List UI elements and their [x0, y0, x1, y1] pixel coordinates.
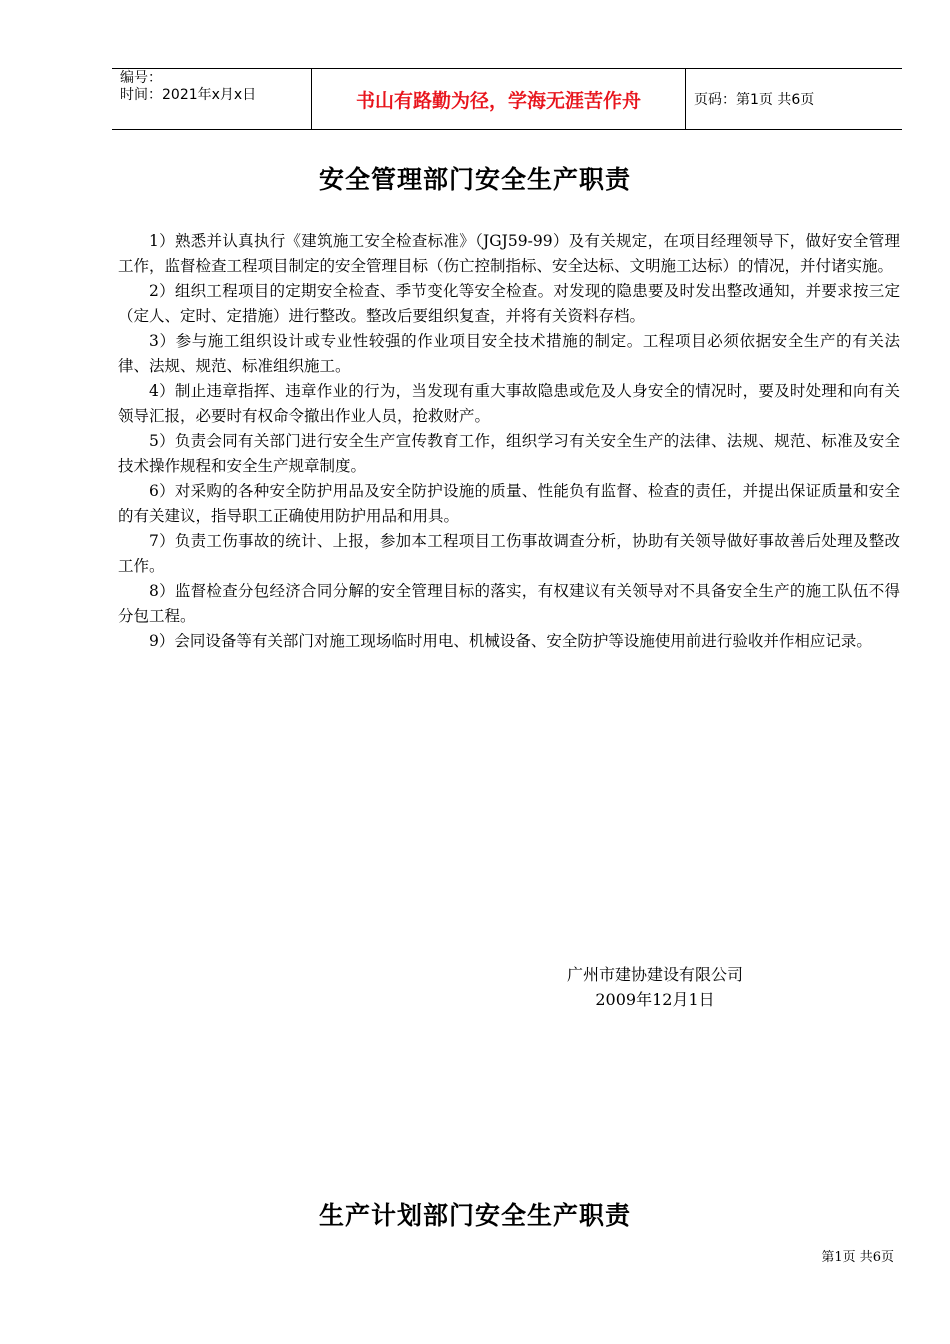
paragraph-4: 4）制止违章指挥、违章作业的行为，当发现有重大事故隐患或危及人身安全的情况时，要及时处理和向有关领导汇报，必要时有权命令撤出作业人员，抢救财产。 — [118, 382, 900, 425]
paragraph-1: 1）熟悉并认真执行《建筑施工安全检查标准》（JGJ59-99）及有关规定，在项目经理领导下，做好安全管理工作，监督检查工程项目制定的安全管理目标（伤亡控制指标、安全达标、文明施工达标）的情况，并付诸实施。 — [118, 232, 900, 275]
next-section-title: 生产计划部门安全生产职责 — [318, 1201, 631, 1230]
header-motto: 书山有路勤为径，学海无涯苦作舟 — [312, 69, 686, 129]
paragraph-8: 8）监督检查分包经济合同分解的安全管理目标的落实，有权建议有关领导对不具备安全生产的施工队伍不得分包工程。 — [118, 582, 900, 625]
company-name: 广州市建协建设有限公司 — [566, 965, 743, 984]
paragraph-2: 2）组织工程项目的定期安全检查、季节变化等安全检查。对发现的隐患要及时发出整改通知，并要求按三定（定人、定时、定措施）进行整改。整改后要组织复查，并将有关资料存档。 — [118, 282, 900, 325]
signature-date: 2009年12月1日 — [595, 990, 715, 1009]
document-title: 安全管理部门安全生产职责 — [318, 165, 631, 194]
paragraph-6: 6）对采购的各种安全防护用品及安全防护设施的质量、性能负有监督、检查的责任，并提出保证质量和安全的有关建议，指导职工正确使用防护用品和用具。 — [118, 482, 900, 525]
time-label: 时间：2021年x月x日 — [120, 87, 257, 103]
header-meta — [112, 69, 312, 129]
number-label: 编号： — [120, 70, 162, 86]
document-body — [118, 229, 900, 654]
paragraph-9: 9）会同设备等有关部门对施工现场临时用电、机械设备、安全防护等设施使用前进行验收并作相应记录。 — [149, 632, 872, 650]
signature-block — [545, 962, 765, 1012]
page-header — [112, 68, 902, 130]
paragraph-5: 5）负责会同有关部门进行安全生产宣传教育工作，组织学习有关安全生产的法律、法规、规范、标准及安全技术操作规程和安全生产规章制度。 — [118, 432, 900, 475]
paragraph-3: 3）参与施工组织设计或专业性较强的作业项目安全技术措施的制定。工程项目必须依据安全生产的有关法律、法规、规范、标准组织施工。 — [118, 332, 900, 375]
page-footer: 第1页 共6页 — [821, 1250, 894, 1265]
header-page-label: 页码：第1页 共6页 — [694, 92, 815, 108]
paragraph-7: 7）负责工伤事故的统计、上报，参加本工程项目工伤事故调查分析，协助有关领导做好事故善后处理及整改工作。 — [118, 532, 900, 575]
